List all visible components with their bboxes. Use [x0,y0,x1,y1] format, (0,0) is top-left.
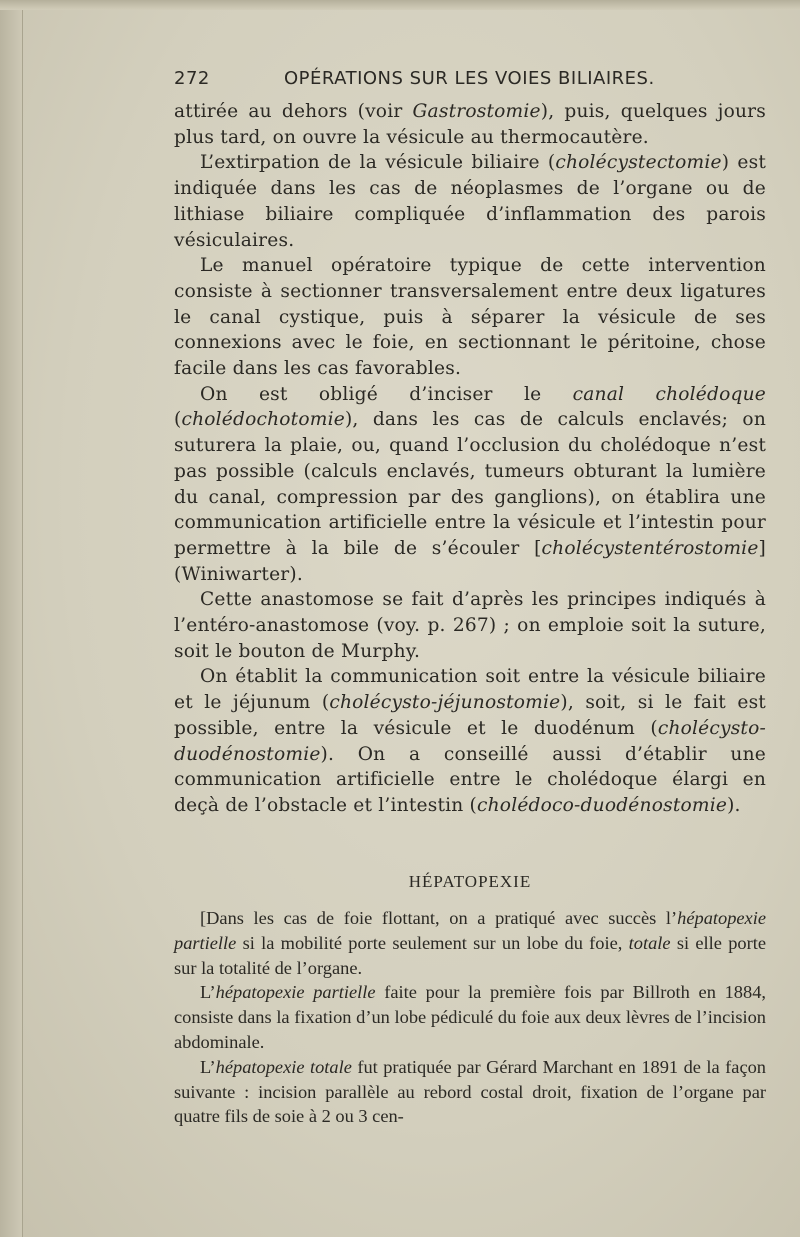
paragraph-4: On est obligé d’inciser le canal cholédoque (cholédochotomie), dans les cas de calculs enclavés; on suturera la plaie, ou, quand l’occlusion du cholédoque n’est pas possible (calculs enclavés, tumeurs obturant la lumière du canal, compression par des ganglions), on établira une communication artificielle entre la vésicule et l’intestin pour permettre à la bile de s’écouler [cholécystentérostomie] (Winiwarter). [174,383,766,585]
paragraph-6: On établit la communication soit entre la vésicule biliaire et le jéjunum (cholécysto-jéjunostomie), soit, si le fait est possible, entre la vésicule et le duodénum (cholécysto-duodénostomie). On a conseillé aussi d’établir une communication artificielle entre le cholédoque élargi en deçà de l’obstacle et l’intestin (cholédoco-duodénostomie). [174,666,766,816]
running-header [174,66,766,96]
main-text [174,99,766,819]
paragraph-3: Le manuel opératoire typique de cette intervention consiste à sectionner transversalement entre deux ligatures le canal cystique, puis à séparer la vésicule de ses connexions avec le foie, en sectionnant le péritoine, chose facile dans les cas favorables. [174,255,766,380]
running-title: OPÉRATIONS SUR LES VOIES BILIAIRES. [284,68,655,89]
paragraph-5: Cette anastomose se fait d’après les principes indiqués à l’entéro-anastomose (voy. p. 267) ; on emploie soit la suture, soit le bouton de Murphy. [174,589,766,662]
page-top-edge [0,0,800,10]
page-number: 272 [174,68,210,89]
section-text [174,906,766,1129]
section-paragraph-3: L’hépatopexie totale fut pratiquée par Gérard Marchant en 1891 de la façon suivante : incision parallèle au rebord costal droit, fixation de l’organe par quatre fils de soie à 2 ou 3 cen- [174,1056,766,1127]
section-paragraph-1: [Dans les cas de foie flottant, on a pratiqué avec succès l’hépatopexie partielle si la mobilité porte seulement sur un lobe du foie, totale si elle porte sur la totalité de l’organe. [174,908,766,978]
section-paragraph-2: L’hépatopexie partielle faite pour la première fois par Billroth en 1884, consiste dans la fixation d’un lobe pédiculé du foie aux deux lèvres de l’incision abdominale. [174,982,766,1052]
page-left-edge [0,0,23,1237]
paragraph-1: attirée au dehors (voir Gastrostomie), puis, quelques jours plus tard, on ouvre la vésicule au thermocautère. [174,101,766,148]
paragraph-2: L’extirpation de la vésicule biliaire (cholécystectomie) est indiquée dans les cas de néoplasmes de l’organe ou de lithiase biliaire compliquée d’inflammation des parois vésiculaires. [174,152,766,251]
section-heading: HÉPATOPEXIE [408,872,532,891]
